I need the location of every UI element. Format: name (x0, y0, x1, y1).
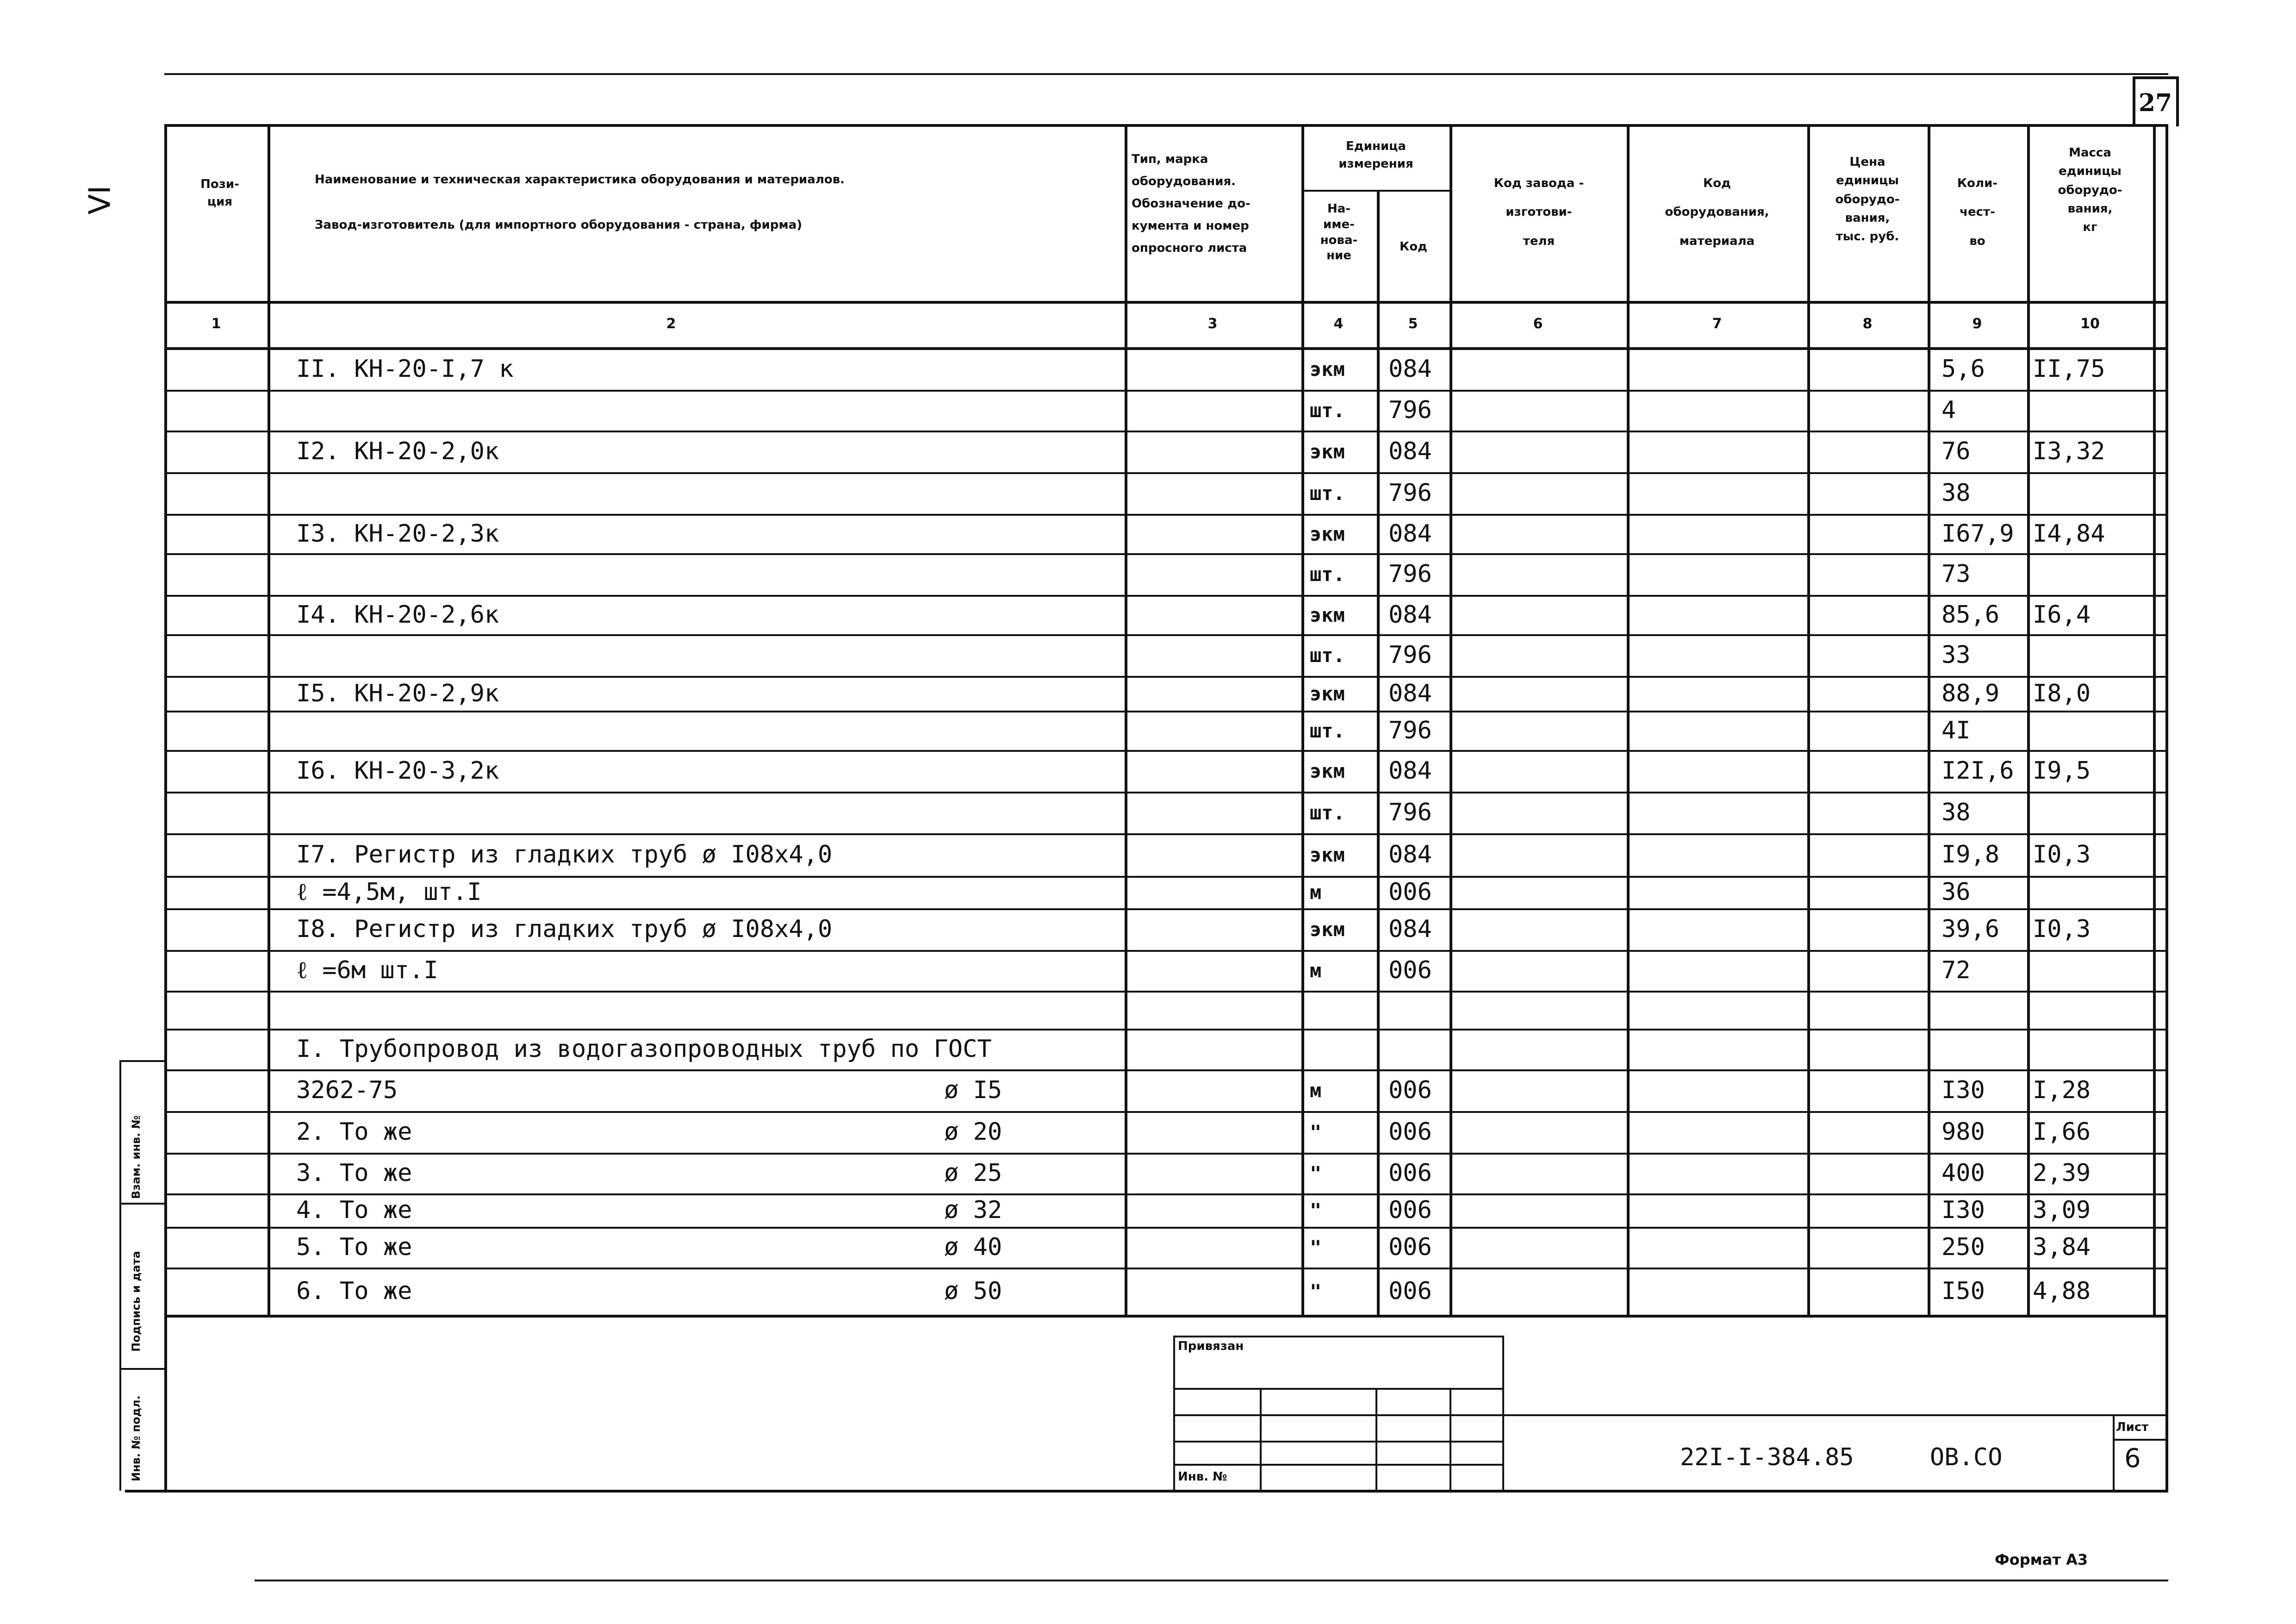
row-mass: I4,84 (2033, 520, 2105, 548)
row-mass: I6,4 (2033, 601, 2091, 629)
title-list-label-rule (2113, 1439, 2165, 1441)
row-quantity: I2I,6 (1941, 757, 2014, 785)
side-strip-top (119, 1060, 166, 1062)
header-equipment-code: Код оборудования, материала (1665, 176, 1769, 248)
row-unit: экм (1310, 440, 1345, 463)
row-unit: " (1310, 1199, 1322, 1222)
row-unit-code: 084 (1388, 757, 1432, 785)
header-mass: Масса единицы оборудо- вания, кг (2058, 146, 2122, 235)
row-name: I6. КН-20-3,2к (296, 757, 499, 785)
stamp-col-2 (1375, 1388, 1377, 1490)
row-rule (164, 908, 2168, 910)
row-unit: экм (1310, 760, 1345, 782)
row-unit-code: 084 (1388, 355, 1432, 383)
row-unit: шт. (1310, 563, 1345, 586)
side-label-vzam: Взам. инв. № (130, 1115, 143, 1199)
page-number-box-top (2133, 76, 2179, 79)
row-quantity: 4I (1941, 717, 1971, 744)
row-unit-code: 796 (1388, 641, 1432, 669)
row-quantity: 88,9 (1941, 680, 2000, 707)
row-name: 4. То же (296, 1196, 412, 1224)
unit-header-divider (1301, 190, 1450, 192)
row-quantity: 4 (1941, 396, 1956, 424)
doc-suffix: ОВ.СО (1930, 1443, 2003, 1471)
row-rule (164, 472, 2168, 474)
row-unit-code: 006 (1388, 1233, 1432, 1261)
row-quantity: I9,8 (1941, 841, 2000, 868)
row-mass: II,75 (2033, 355, 2105, 383)
header-bottom-rule (164, 301, 2168, 304)
page-number-box-right (2176, 76, 2179, 126)
side-strip-divider-2 (119, 1368, 166, 1370)
row-unit: м (1310, 881, 1322, 904)
row-unit-code: 796 (1388, 717, 1432, 744)
row-unit-code: 006 (1388, 878, 1432, 906)
row-quantity: 33 (1941, 641, 1971, 669)
row-name: 5. То же (296, 1233, 412, 1261)
row-unit-code: 006 (1388, 1076, 1432, 1104)
row-mass: I9,5 (2033, 757, 2091, 785)
row-quantity: I50 (1941, 1277, 1985, 1305)
doc-code: 22I-I-384.85 (1680, 1443, 1854, 1471)
row-unit-code: 006 (1388, 956, 1432, 984)
stamp-row-2 (1173, 1414, 1504, 1416)
row-unit-code: 084 (1388, 841, 1432, 868)
header-unit-code: Код (1399, 240, 1428, 254)
row-name: I4. КН-20-2,6к (296, 601, 499, 629)
row-quantity: 73 (1941, 560, 1971, 588)
row-rule (164, 876, 2168, 878)
col-num-9: 9 (1972, 316, 1982, 332)
row-rule (164, 750, 2168, 752)
stamp-col-1 (1260, 1388, 1262, 1490)
col-line-4 (1377, 190, 1380, 1316)
row-unit: экм (1310, 523, 1345, 545)
row-quantity: 38 (1941, 799, 1971, 826)
row-rule (164, 1029, 2168, 1031)
row-name: ℓ =4,5м, шт.I (296, 878, 482, 906)
row-quantity: 250 (1941, 1233, 1985, 1261)
row-unit-code: 796 (1388, 396, 1432, 424)
row-unit: шт. (1310, 399, 1345, 422)
row-name: ℓ =6м шт.I (296, 956, 438, 984)
stamp-right (1502, 1336, 1504, 1491)
row-rule (164, 514, 2168, 516)
row-mass: I,28 (2033, 1076, 2091, 1104)
row-unit-code: 084 (1388, 520, 1432, 548)
header-name-line1: Наименование и техническая характеристика оборудования и материалов. (315, 173, 845, 187)
row-rule (164, 1153, 2168, 1155)
table-bottom-rule (164, 1315, 2168, 1318)
row-name: 6. То же (296, 1277, 412, 1305)
column-numbers-rule (164, 347, 2168, 350)
row-unit-code: 084 (1388, 601, 1432, 629)
list-number: 6 (2124, 1443, 2141, 1474)
row-unit-code: 796 (1388, 799, 1432, 826)
row-rule (164, 991, 2168, 993)
row-rule (164, 950, 2168, 952)
format-label: Формат А3 (1995, 1551, 2088, 1568)
row-rule (164, 792, 2168, 793)
row-rule (164, 431, 2168, 432)
row-unit-code: 006 (1388, 1277, 1432, 1305)
row-quantity: 85,6 (1941, 601, 2000, 629)
row-diameter: ø 50 (944, 1277, 1002, 1305)
col-num-8: 8 (1862, 316, 1873, 332)
row-diameter: ø I5 (944, 1076, 1002, 1104)
row-name: 3262-75 (296, 1076, 398, 1104)
row-quantity: 980 (1941, 1118, 1985, 1146)
col-num-2: 2 (666, 316, 676, 332)
row-quantity: I30 (1941, 1196, 1985, 1224)
row-name: II. КН-20-I,7 к (296, 355, 514, 383)
row-mass: I0,3 (2033, 915, 2091, 943)
row-name: 2. То же (296, 1118, 412, 1146)
row-unit: экм (1310, 682, 1345, 705)
frame-left (164, 124, 167, 1492)
header-type: Тип, марка оборудования. Обозначение до- кумента и номер опросного листа (1132, 152, 1251, 256)
row-quantity: 36 (1941, 878, 1971, 906)
col-num-4: 4 (1333, 316, 1344, 332)
row-name: I5. КН-20-2,9к (296, 680, 499, 707)
row-unit: м (1310, 959, 1322, 982)
row-mass: I8,0 (2033, 680, 2091, 707)
page-number: 27 (2138, 89, 2172, 117)
side-strip-left (119, 1060, 121, 1491)
col-num-10: 10 (2080, 316, 2100, 332)
row-mass: 4,88 (2033, 1277, 2091, 1305)
row-quantity: I30 (1941, 1076, 1985, 1104)
row-quantity: 400 (1941, 1159, 1985, 1187)
title-block-top (1502, 1414, 2165, 1416)
header-name-line2: Завод-изготовитель (для импортного оборудования - страна, фирма) (315, 218, 803, 232)
col-num-7: 7 (1712, 316, 1722, 332)
list-label: Лист (2116, 1420, 2149, 1434)
row-unit-code: 084 (1388, 915, 1432, 943)
row-rule (164, 634, 2168, 636)
row-unit: " (1310, 1236, 1322, 1259)
row-unit: " (1310, 1121, 1322, 1143)
col-num-5: 5 (1408, 316, 1418, 332)
frame-top (164, 124, 2168, 127)
col-num-3: 3 (1207, 316, 1218, 332)
row-rule (164, 711, 2168, 712)
stamp-top (1173, 1336, 1504, 1337)
row-quantity: I67,9 (1941, 520, 2014, 548)
title-list-divider (2113, 1414, 2115, 1491)
row-unit: " (1310, 1162, 1322, 1185)
row-name: I8. Регистр из гладких труб ø I08x4,0 (296, 915, 833, 943)
row-name: I2. КН-20-2,0к (296, 437, 499, 465)
row-unit-code: 084 (1388, 680, 1432, 707)
row-unit: шт. (1310, 719, 1345, 742)
row-rule (164, 595, 2168, 597)
stamp-row-1 (1173, 1388, 1504, 1390)
row-unit-code: 796 (1388, 479, 1432, 507)
row-rule (164, 1069, 2168, 1071)
row-unit: шт. (1310, 482, 1345, 505)
row-quantity: 72 (1941, 956, 1971, 984)
side-mark: VI (83, 185, 118, 215)
row-name: 3. То же (296, 1159, 412, 1187)
row-quantity: 5,6 (1941, 355, 1985, 383)
row-unit-code: 796 (1388, 560, 1432, 588)
row-unit: экм (1310, 358, 1345, 381)
row-unit-code: 006 (1388, 1196, 1432, 1224)
footer-rule (255, 1580, 2168, 1581)
row-quantity: 38 (1941, 479, 1971, 507)
row-diameter: ø 32 (944, 1196, 1002, 1224)
row-mass: I,66 (2033, 1118, 2091, 1146)
header-unit: Единица измерения (1338, 139, 1413, 171)
row-name: I7. Регистр из гладких труб ø I08x4,0 (296, 841, 833, 868)
frame-right (2165, 124, 2168, 1492)
row-name: I. Трубопровод из водогазопроводных труб по ГОСТ (296, 1035, 992, 1063)
header-quantity: Коли- чест- во (1957, 176, 1998, 248)
row-rule (164, 1268, 2168, 1269)
header-unit-name: На- име- нова- ние (1320, 202, 1358, 263)
row-name: I3. КН-20-2,3к (296, 520, 499, 548)
row-mass: 3,09 (2033, 1196, 2091, 1224)
row-unit: м (1310, 1079, 1322, 1102)
frame-bottom (125, 1490, 2168, 1493)
row-rule (164, 833, 2168, 835)
row-rule (164, 1111, 2168, 1113)
row-mass: 2,39 (2033, 1159, 2091, 1187)
row-rule (164, 390, 2168, 392)
row-unit: экм (1310, 843, 1345, 866)
row-unit-code: 006 (1388, 1159, 1432, 1187)
row-mass: 3,84 (2033, 1233, 2091, 1261)
header-price: Цена единицы оборудо- вания, тыс. руб. (1835, 155, 1900, 244)
col-num-6: 6 (1533, 316, 1543, 332)
side-strip-divider-1 (119, 1203, 166, 1205)
row-rule (164, 1193, 2168, 1195)
row-unit: " (1310, 1280, 1322, 1303)
side-label-podl: Инв. № подл. (130, 1395, 143, 1481)
row-unit: экм (1310, 604, 1345, 626)
row-quantity: 76 (1941, 437, 1971, 465)
row-unit: шт. (1310, 644, 1345, 667)
row-unit-code: 006 (1388, 1118, 1432, 1146)
side-label-podpis: Подпись и дата (130, 1251, 143, 1352)
row-rule (164, 1227, 2168, 1229)
stamp-row-4 (1173, 1464, 1504, 1466)
row-diameter: ø 40 (944, 1233, 1002, 1261)
row-rule (164, 553, 2168, 555)
stamp-left (1173, 1336, 1175, 1491)
row-rule (164, 676, 2168, 678)
row-diameter: ø 25 (944, 1159, 1002, 1187)
row-quantity: 39,6 (1941, 915, 2000, 943)
top-rule (164, 73, 2168, 75)
header-position: Пози- ция (200, 177, 239, 209)
row-mass: I0,3 (2033, 841, 2091, 868)
row-unit: шт. (1310, 801, 1345, 824)
header-factory-code: Код завода - изготови- теля (1493, 176, 1584, 248)
row-diameter: ø 20 (944, 1118, 1002, 1146)
stamp-col-3 (1450, 1388, 1451, 1490)
row-unit: экм (1310, 918, 1345, 941)
row-unit-code: 084 (1388, 437, 1432, 465)
col-num-1: 1 (211, 316, 221, 332)
stamp-row-3 (1173, 1441, 1504, 1443)
stamp-inv-no: Инв. № (1178, 1470, 1227, 1484)
row-mass: I3,32 (2033, 437, 2105, 465)
stamp-privyazan: Привязан (1178, 1339, 1244, 1353)
